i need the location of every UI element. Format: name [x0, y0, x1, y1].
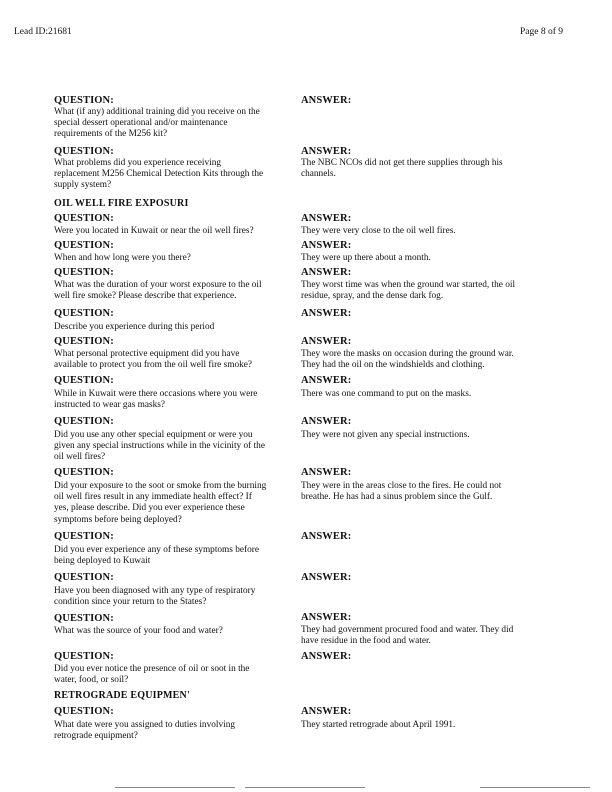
question-label: QUESTION:	[54, 308, 114, 319]
answer-text: They wore the masks on occasion during the ground war. They had the oil on the windshields and clothing.	[301, 349, 514, 371]
question-label: QUESTION:	[54, 267, 114, 278]
question-label: QUESTION:	[54, 706, 114, 717]
answer-label: ANSWER:	[301, 146, 352, 157]
question-label: QUESTION:	[54, 572, 114, 583]
answer-label: ANSWER:	[301, 336, 352, 347]
section-heading-oil-well: OIL WELL FIRE EXPOSURI	[54, 198, 189, 209]
answer-text: They worst time was when the ground war started, the oil residue, spray, and the dense dark fog.	[301, 280, 516, 302]
lead-id: Lead ID:21681	[14, 27, 72, 37]
answer-label: ANSWER:	[301, 308, 352, 319]
question-text: Did you ever experience any of these symptoms before being deployed to Kuwait	[54, 545, 259, 567]
question-text: Did you use any other special equipment or were you given any special instructions while in the vicinity of the oil well fires?	[54, 430, 265, 463]
answer-text: They were up there about a month.	[301, 253, 431, 263]
scan-line-middle	[245, 787, 365, 788]
answer-label: ANSWER:	[301, 651, 352, 662]
question-label: QUESTION:	[54, 651, 114, 662]
question-text: Did you ever notice the presence of oil or soot in the water, food, or soil?	[54, 664, 250, 686]
section-heading-retrograde: RETROGRADE EQUIPMEN'	[54, 690, 190, 701]
question-label: QUESTION:	[54, 336, 114, 347]
answer-text: They were not given any special instructions.	[301, 430, 470, 440]
question-text: Have you been diagnosed with any type of respiratory condition since your return to the States?	[54, 586, 256, 608]
question-label: QUESTION:	[54, 375, 114, 386]
answer-text: They started retrograde about April 1991.	[301, 720, 456, 730]
question-label: QUESTION:	[54, 531, 114, 542]
question-text: What was the duration of your worst exposure to the oil well fire smoke? Please describe that experience.	[54, 280, 262, 302]
question-label: QUESTION:	[54, 467, 114, 478]
answer-label: ANSWER:	[301, 467, 352, 478]
question-text: What date were you assigned to duties involving retrograde equipment?	[54, 720, 235, 742]
question-text: When and how long were you there?	[54, 253, 191, 263]
question-text: What problems did you experience receiving replacement M256 Chemical Detection Kits through the supply system?	[54, 158, 264, 191]
answer-label: ANSWER:	[301, 416, 352, 427]
answer-label: ANSWER:	[301, 95, 352, 106]
scan-line-left	[115, 787, 235, 788]
answer-text: They had government procured food and water. They did have residue in the food and water.	[301, 625, 514, 647]
answer-label: ANSWER:	[301, 612, 352, 623]
answer-label: ANSWER:	[301, 531, 352, 542]
question-text: Were you located in Kuwait or near the oil well fires?	[54, 226, 254, 236]
question-label: QUESTION:	[54, 95, 114, 106]
question-text: What was the source of your food and water?	[54, 626, 223, 636]
question-label: QUESTION:	[54, 416, 114, 427]
answer-label: ANSWER:	[301, 267, 352, 278]
question-text: What (if any) additional training did you receive on the special dessert operational and/or maintenance requirements of the M256 kit?	[54, 107, 260, 140]
answer-text: The NBC NCOs did not get there supplies through his channels.	[301, 158, 503, 180]
question-label: QUESTION:	[54, 613, 114, 624]
question-text: Describe you experience during this period	[54, 322, 215, 332]
question-text: While in Kuwait were there occasions where you were instructed to wear gas masks?	[54, 389, 258, 411]
question-label: QUESTION:	[54, 213, 114, 224]
answer-text: They were very close to the oil well fires.	[301, 226, 456, 236]
answer-label: ANSWER:	[301, 572, 352, 583]
answer-text: They were in the areas close to the fires. He could not breathe. He has had a sinus problem since the Gulf.	[301, 481, 502, 503]
answer-label: ANSWER:	[301, 375, 352, 386]
question-text: Did your exposure to the soot or smoke from the burning oil well fires result in any immediate health effect? If yes, please describe. Did you ever experience these symptoms before being deployed?	[54, 481, 267, 525]
question-label: QUESTION:	[54, 240, 114, 251]
question-text: What personal protective equipment did you have available to protect you from the oil well fire smoke?	[54, 349, 253, 371]
answer-label: ANSWER:	[301, 213, 352, 224]
scan-line-right	[480, 787, 590, 788]
answer-label: ANSWER:	[301, 240, 352, 251]
question-label: QUESTION:	[54, 146, 114, 157]
answer-label: ANSWER:	[301, 706, 352, 717]
page-number: Page 8 of 9	[520, 27, 564, 37]
answer-text: There was one command to put on the masks.	[301, 389, 472, 399]
